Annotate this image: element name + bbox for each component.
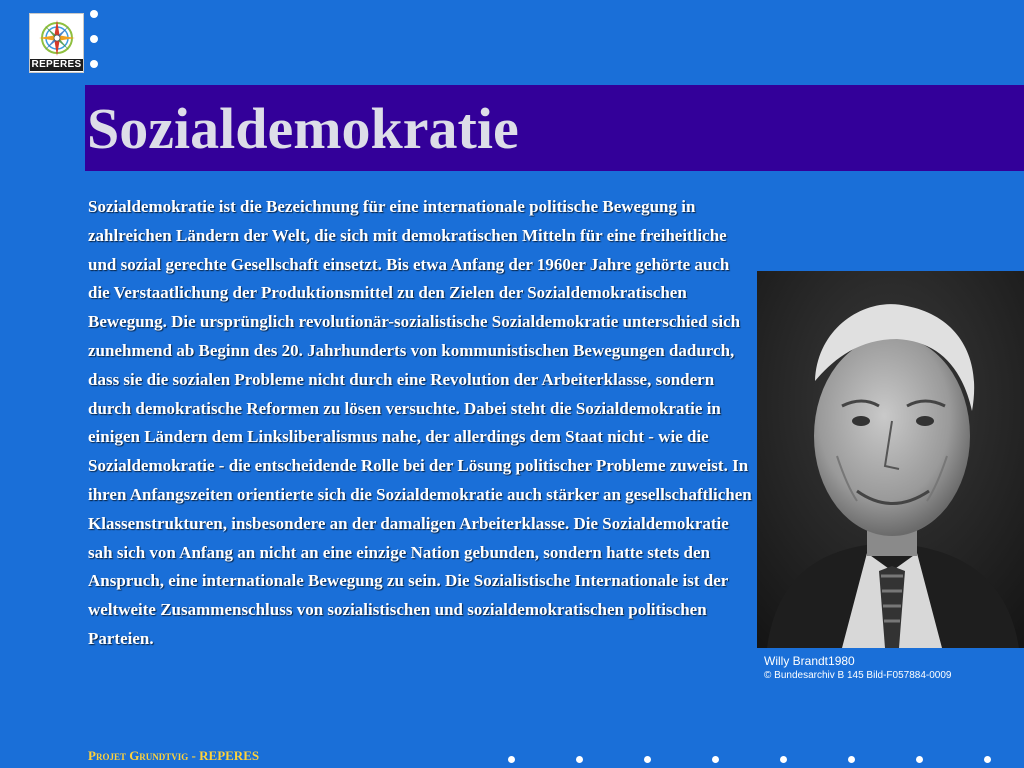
dot	[644, 756, 651, 763]
reperes-logo	[29, 13, 84, 73]
caption-name: Willy Brandt1980	[764, 654, 855, 668]
dot	[984, 756, 991, 763]
vertical-dots-decoration	[90, 10, 98, 85]
dot	[916, 756, 923, 763]
dot	[90, 60, 98, 68]
dot	[576, 756, 583, 763]
photo-caption	[764, 654, 952, 683]
compass-icon	[34, 16, 80, 60]
dot	[90, 10, 98, 18]
portrait-image	[757, 271, 1024, 648]
title-bar	[85, 85, 1024, 171]
dot	[848, 756, 855, 763]
footer-text: Projet Grundtvig - REPERES	[88, 748, 260, 763]
dot	[90, 35, 98, 43]
dot	[712, 756, 719, 763]
body-text: Sozialdemokratie ist die Bezeichnung für eine internationale politische Bewegung in zahlreichen Ländern der Welt, die sich mit demokratischen Mitteln für eine freiheitliche und sozial gerechte Gesellschaft einsetzt. Bis etwa Anfang der 1960er Jahre gehörte auch die Verstaatlichung der Produktionsmittel zu den Zielen der Sozialdemokratischen Bewegung. Die ursprünglich revolutionär-sozialistische Sozialdemokratie unterschied sich zunehmend ab Beginn des 20. Jahrhunderts von kommunistischen Bewegungen dadurch, dass sie die sozialen Probleme nicht durch eine Revolution der Arbeiterklasse, sondern durch demokratische Reformen zu lösen versuchte. Dabei steht die Sozialdemokratie in einigen Ländern dem Linksliberalismus nahe, der allerdings dem Staat nicht - wie die Sozialdemokratie - die entscheidende Rolle bei der Lösung politischer Probleme zuweist. In ihren Anfangszeiten orientierte sich die Sozialdemokratie auch stärker an gesellschaftlichen Klassenstrukturen, insbesondere an der damaligen Arbeiterklasse. Die Sozialdemokratie sah sich von Anfang an nicht an eine einzige Nation gebunden, sondern hatte stets den Anspruch, eine internationale Bewegung zu sein. Die Sozialistische Internationale ist der weltweite Zusammenschluss von sozialistischen und sozialdemokratischen politischen Parteien.	[88, 197, 752, 648]
dot	[780, 756, 787, 763]
page-title: Sozialdemokratie	[87, 96, 519, 161]
portrait-photo	[757, 271, 1024, 648]
dot	[508, 756, 515, 763]
logo-text: REPERES	[31, 59, 82, 70]
caption-credit: © Bundesarchiv B 145 Bild-F057884-0009	[764, 670, 952, 681]
